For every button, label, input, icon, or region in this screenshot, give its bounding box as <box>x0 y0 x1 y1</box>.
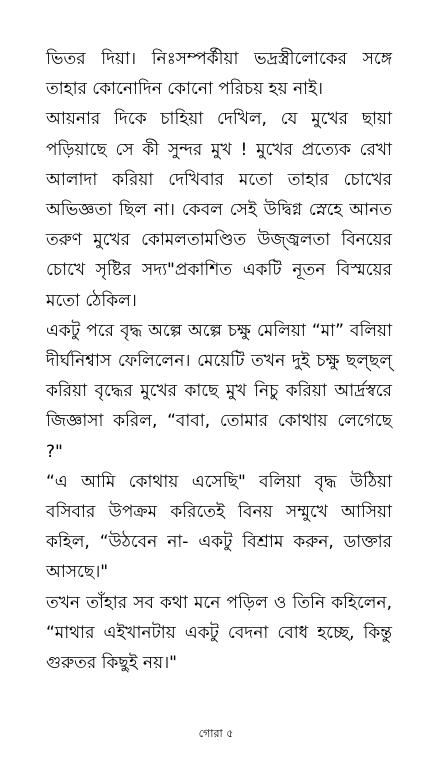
paragraph: তখন তাঁহার সব কথা মনে পড়িল ও তিনি কহিলেন, “মাথার এইখানটায় একটু বেদনা বোধ হচ্ছে, কিন্তু গুরুতর কিছুই নয়।" <box>46 592 392 674</box>
paragraph: ভিতর দিয়া। নিঃসম্পর্কীয়া ভদ্রস্ত্রীলোকের সঙ্গে তাহার কোনোদিন কোনো পরিচয় হয় নাই। <box>46 49 392 100</box>
paragraph: আয়নার দিকে চাহিয়া দেখিল, যে মুখের ছায়া পড়িয়াছে সে কী সুন্দর মুখ ! মুখের প্রত্যেক রেখা আলাদা করিয়া দেখিবার মতো তাহার চোখের অভিজ্ঞতা ছিল না। কেবল সেই উদ্বিগ্ন স্নেহে আনত তরুণ মুখের কোমলতামণ্ডিত উজ্জ্বলতা বিনয়ের চোখে সৃষ্টির সদ্য"প্রকাশিত একটি নূতন বিস্ময়ের মতো ঠেকিল। <box>46 109 392 311</box>
page-footer: গোরা ৫ <box>198 727 234 740</box>
paragraph: “এ আমি কোথায় এসেছি" বলিয়া বৃদ্ধ উঠিয়া বসিবার উপক্রম করিতেই বিনয় সম্মুখে আসিয়া কহিল, “উঠবেন না- একটু বিশ্রাম করুন, ডাক্তার আসছে।" <box>46 471 392 583</box>
body-text <box>46 44 392 678</box>
paragraph: একটু পরে বৃদ্ধ অল্পে অল্পে চক্ষু মেলিয়া “মা” বলিয়া দীর্ঘনিশ্বাস ফেলিলেন। মেয়েটি তখন দুই চক্ষু ছল্‌ছল্‌ করিয়া বৃদ্ধের মুখের কাছে মুখ নিচু করিয়া আর্দ্রস্বরে জিজ্ঞাসা করিল, “বাবা, তোমার কোথায় লেগেছে ?" <box>46 320 392 462</box>
